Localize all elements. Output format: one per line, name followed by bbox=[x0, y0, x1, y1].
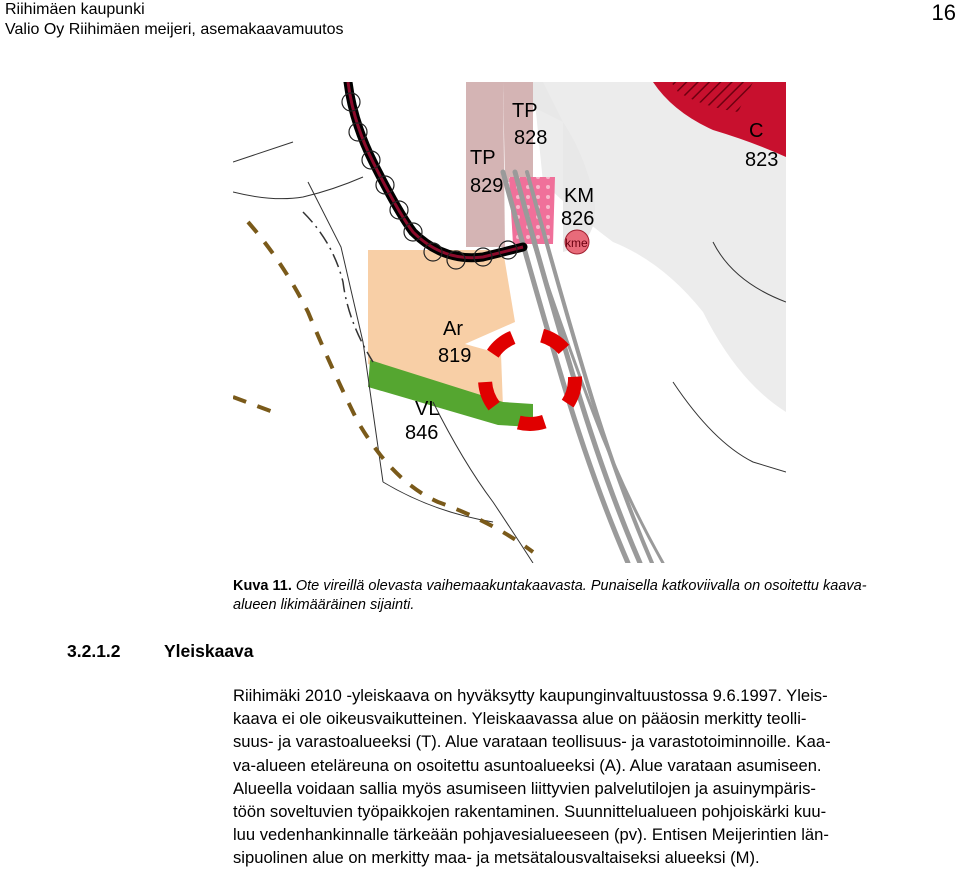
header-document-title: Valio Oy Riihimäen meijeri, asemakaavamuutos bbox=[5, 21, 344, 38]
body-line: töön soveltuvien työpaikkojen rakentaminen. Suunnittelualueen pohjoiskärki kuu- bbox=[233, 802, 827, 822]
page-number: 16 bbox=[931, 0, 956, 25]
section-title: Yleiskaava bbox=[164, 641, 254, 661]
body-line: suus- ja varastoalueeksi (T). Alue varataan teollisuus- ja varastotoiminnoille. Kaa- bbox=[233, 732, 831, 752]
map-label-number: 823 bbox=[745, 149, 779, 171]
body-line: luu vedenhankinnalle tärkeään pohjavesialueeseen (pv). Entisen Meijerintien län- bbox=[233, 825, 829, 845]
map-label-code: VL bbox=[415, 398, 440, 420]
map-label-code: KM bbox=[564, 185, 594, 207]
map-label-number: 829 bbox=[470, 175, 504, 197]
map-small-label: kme bbox=[565, 236, 588, 250]
caption-text-line1: Ote vireillä olevasta vaihemaakuntakaavasta. Punaisella katkoviivalla on osoitettu kaava- bbox=[295, 578, 867, 594]
header-organization: Riihimäen kaupunki bbox=[5, 1, 145, 18]
map-label-code: TP bbox=[470, 147, 496, 169]
figure-caption bbox=[233, 577, 951, 615]
map-label-code: C bbox=[749, 120, 764, 142]
map-label-number: 819 bbox=[438, 345, 472, 367]
map-label-code: Ar bbox=[443, 318, 463, 340]
body-line: sipuolinen alue on merkitty maa- ja metsätalousvaltaiseksi alueeksi (M). bbox=[233, 848, 760, 868]
body-line: va-alueen eteläreuna on osoitettu asuntoalueeksi (A). Alue varataan asumiseen. bbox=[233, 755, 822, 775]
section-number: 3.2.1.2 bbox=[67, 641, 121, 661]
map-label-number: 846 bbox=[405, 422, 439, 444]
caption-text-line2: alueen likimääräinen sijainti. bbox=[233, 597, 415, 613]
map-label-code: TP bbox=[512, 100, 538, 122]
map-label-number: 828 bbox=[514, 127, 548, 149]
body-line: Alueella voidaan sallia myös asumiseen liittyvien palvelutilojen ja asuinympäris- bbox=[233, 778, 816, 798]
document-header bbox=[5, 0, 344, 40]
map-label-number: 826 bbox=[561, 208, 595, 230]
body-paragraph bbox=[233, 684, 951, 870]
body-line: kaava ei ole oikeusvaikutteinen. Yleiskaavassa alue on pääosin merkitty teolli- bbox=[233, 709, 807, 729]
plan-map-image bbox=[233, 82, 786, 563]
caption-label: Kuva 11. bbox=[233, 578, 292, 594]
body-line: Riihimäki 2010 -yleiskaava on hyväksytty kaupunginvaltuustossa 9.6.1997. Yleis- bbox=[233, 686, 828, 705]
